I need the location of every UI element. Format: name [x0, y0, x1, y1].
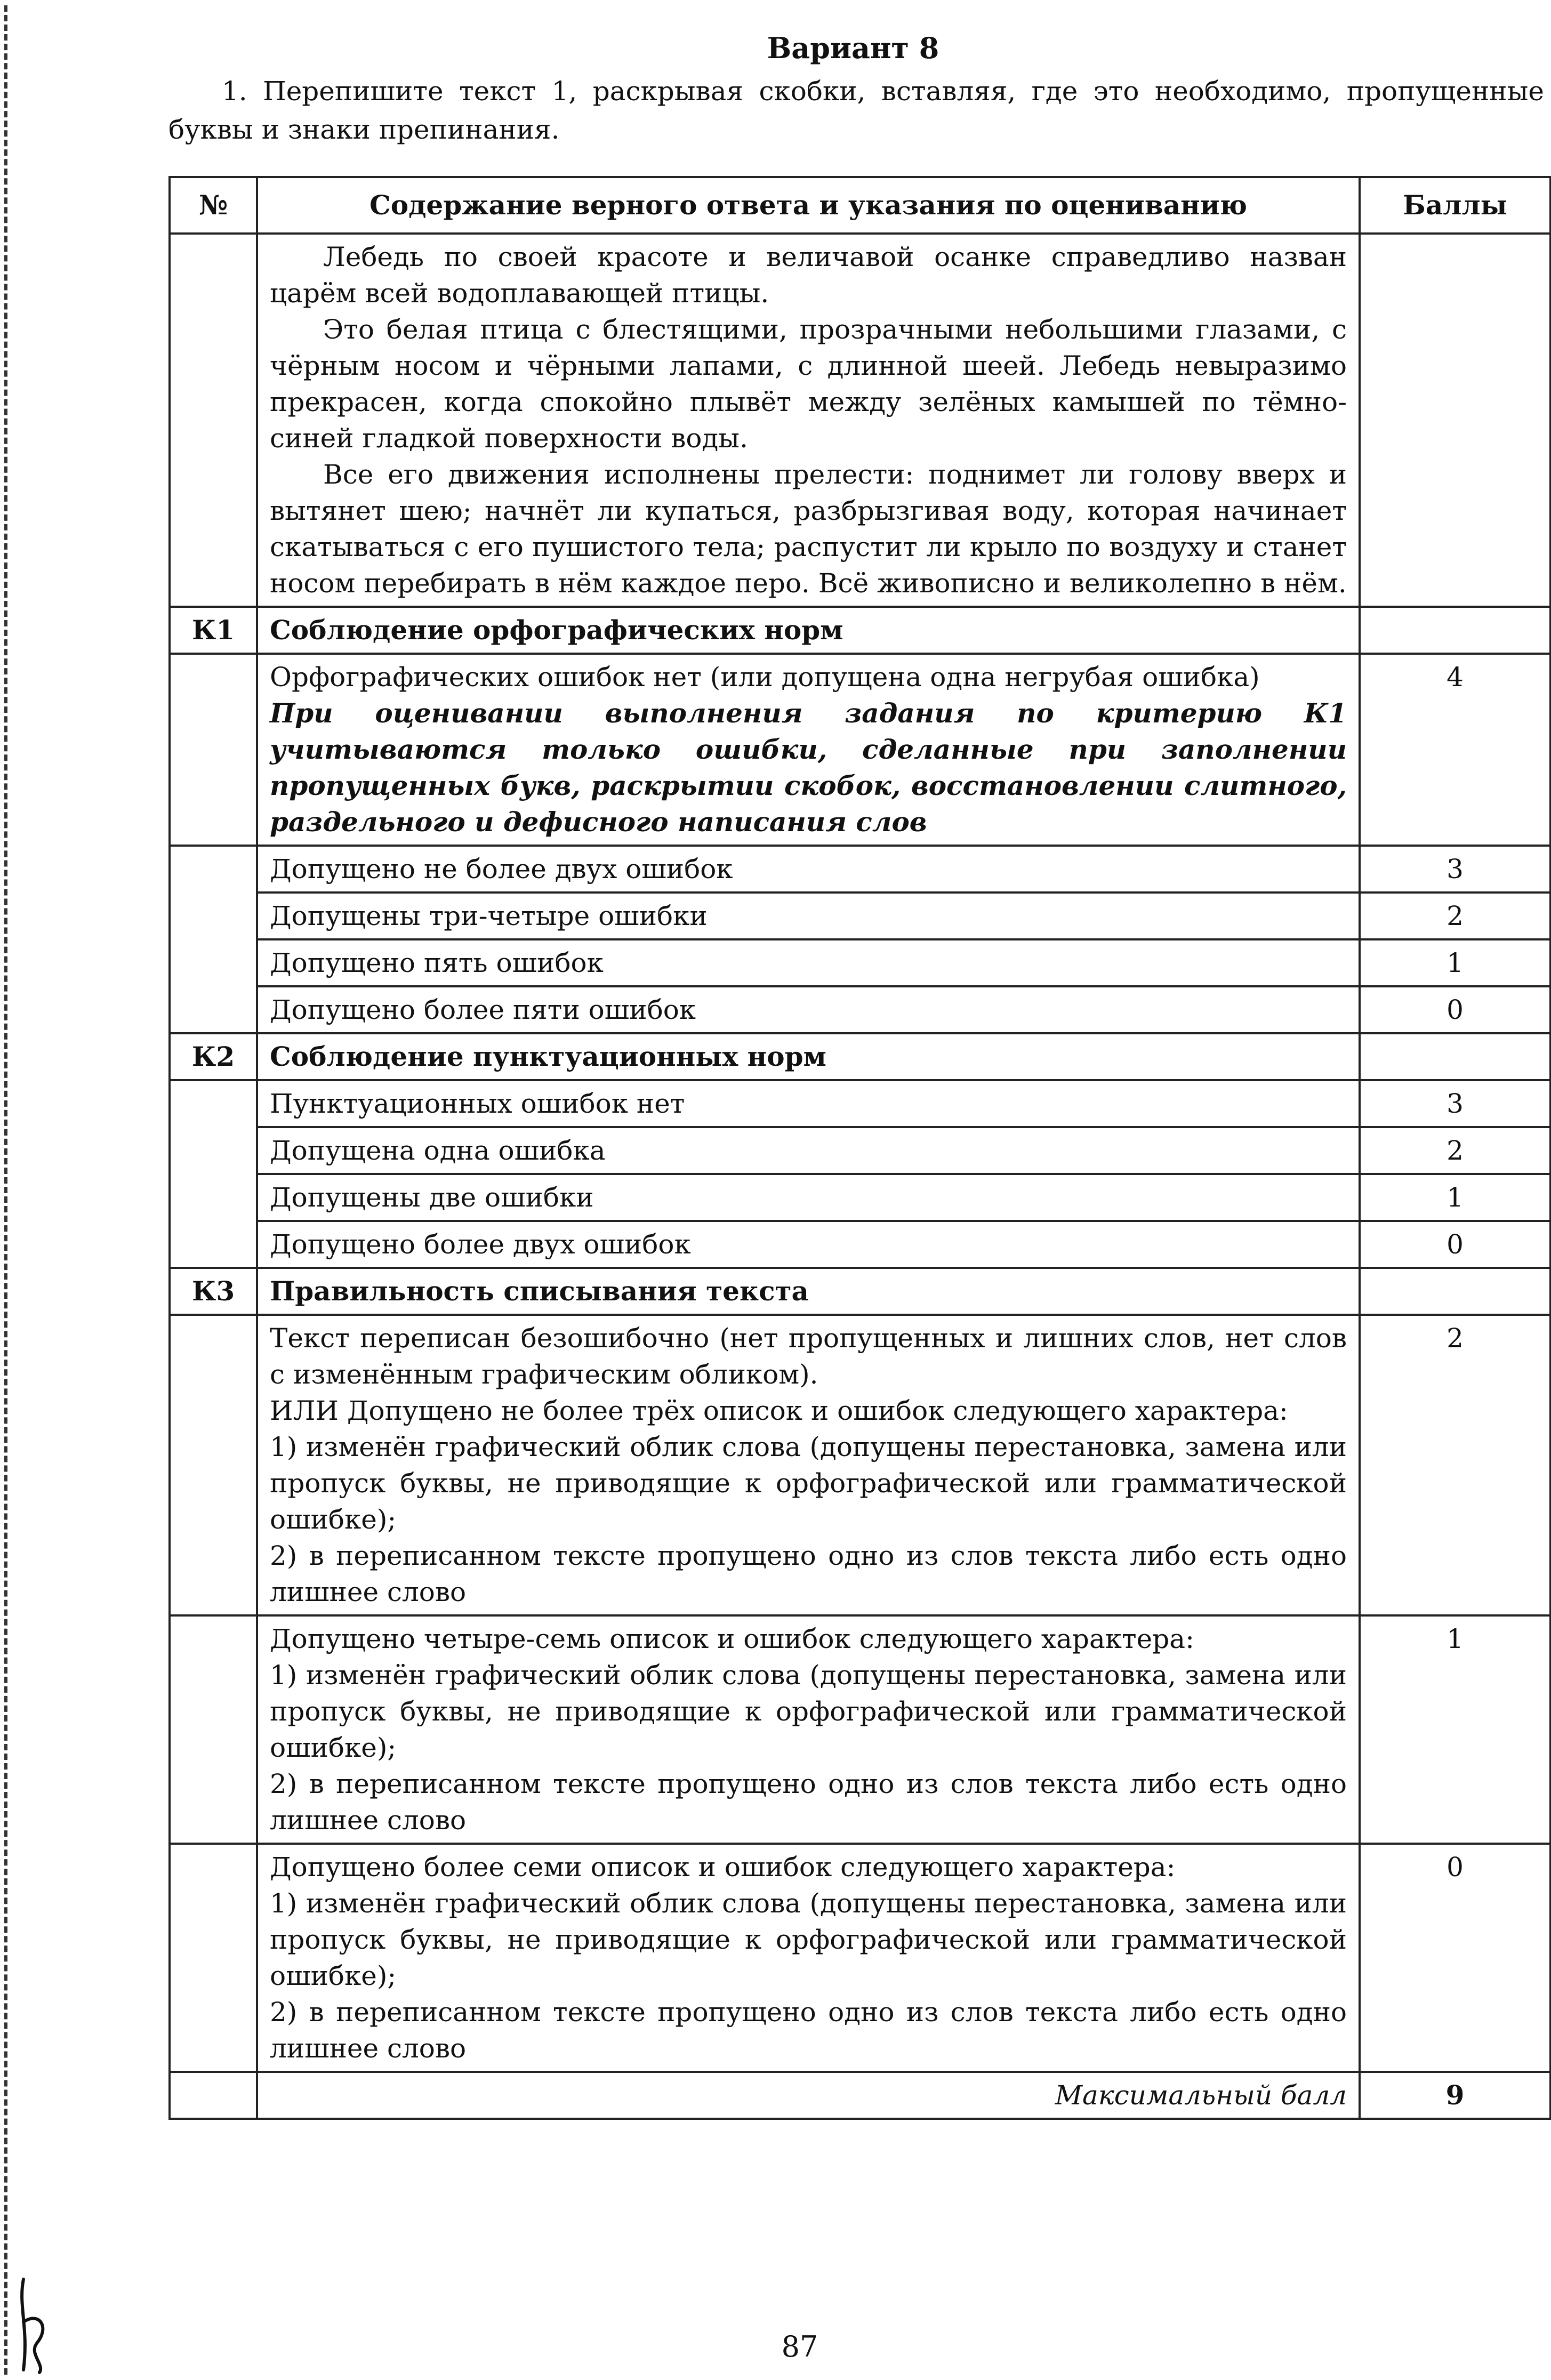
points-value: 4: [1360, 654, 1550, 846]
text-paragraph: Все его движения исполнены прелести: поднимет ли голову вверх и вытянет шею; начнёт ли купаться, разбрызгивая воду, которая начинает скатываться с его пушистого тела; распустит ли крыло по воздуху и станет носом перебирать в нём каждое перо. Всё живописно и великолепно в нём.: [270, 459, 1347, 599]
criterion-level-text: Допущена одна ошибка: [257, 1127, 1360, 1174]
text-paragraph: Это белая птица с блестящими, прозрачными небольшими глазами, с чёрным носом и чёрными лапами, с длинной шеей. Лебедь невыразимо прекрасен, когда спокойно плывёт между зелёных камышей по тёмно-синей гладкой поверхности воды.: [270, 314, 1347, 454]
max-score-row: [170, 2072, 1550, 2119]
page-title: Вариант 8: [767, 31, 939, 65]
criterion-title: Правильность списывания текста: [257, 1268, 1360, 1315]
criterion-level-text: Допущено пять ошибок: [257, 939, 1360, 986]
table-row: [170, 654, 1550, 846]
criterion-level-text: 1) изменён графический облик слова (допущены перестановка, замена или пропуск буквы, не приводящие к орфографической или грамматической ошибке);: [270, 1660, 1347, 1763]
criterion-title: Соблюдение орфографических норм: [257, 607, 1360, 654]
criterion-level-text: 2) в переписанном тексте пропущено одно из слов текста либо есть одно лишнее слово: [270, 1997, 1347, 2064]
task-statement: 1. Перепишите текст 1, раскрывая скобки, вставляя, где это необходимо, пропущенные буквы и знаки препинания.: [168, 76, 1544, 145]
table-row: [170, 939, 1550, 986]
criterion-level-text: Допущено четыре-семь описок и ошибок следующего характера:: [270, 1623, 1194, 1654]
criterion-level-text: Допущены три-четыре ошибки: [257, 892, 1360, 939]
points-value: 0: [1360, 1844, 1550, 2072]
criterion-level-text: ИЛИ Допущено не более трёх описок и ошибок следующего характера:: [270, 1395, 1288, 1426]
criterion-level-text: 1) изменён графический облик слова (допущены перестановка, замена или пропуск буквы, не приводящие к орфографической или грамматической ошибке);: [270, 1432, 1347, 1535]
table-row: [170, 986, 1550, 1033]
criterion-level-text: Допущены две ошибки: [257, 1174, 1360, 1221]
table-row: [170, 1221, 1550, 1268]
points-value: 1: [1360, 1174, 1550, 1221]
max-score-value: 9: [1360, 2072, 1550, 2119]
criterion-level-text: Пунктуационных ошибок нет: [257, 1080, 1360, 1127]
criterion-row-k1: [170, 607, 1550, 654]
criterion-level-text: Допущено более пяти ошибок: [257, 986, 1360, 1033]
header-content: Содержание верного ответа и указания по оцениванию: [257, 177, 1360, 234]
table-row: [170, 1174, 1550, 1221]
criterion-title: Соблюдение пунктуационных норм: [257, 1033, 1360, 1080]
page-number: 87: [781, 2330, 818, 2363]
criterion-note: При оценивании выполнения задания по критерию К1 учитываются только ошибки, сделанные при заполнении пропущенных букв, раскрытии скобок, восстановлении слитного, раздельного и дефисного написания слов: [270, 697, 1347, 838]
header-num: №: [170, 177, 257, 234]
table-row: [170, 846, 1550, 892]
points-value: 3: [1360, 1080, 1550, 1127]
points-value: 3: [1360, 846, 1550, 892]
reference-text: [257, 234, 1360, 607]
criterion-level-text: Текст переписан безошибочно (нет пропущенных и лишних слов, нет слов с изменённым графическим обликом).: [270, 1323, 1347, 1390]
points-value: 1: [1360, 939, 1550, 986]
table-row: [170, 892, 1550, 939]
reference-text-row: [170, 234, 1550, 607]
criterion-level-text: Допущено не более двух ошибок: [257, 846, 1360, 892]
points-value: 2: [1360, 892, 1550, 939]
table-row: [170, 1844, 1550, 2072]
criterion-code: К3: [170, 1268, 257, 1315]
points-value: 2: [1360, 1315, 1550, 1615]
criterion-level-text: 1) изменён графический облик слова (допущены перестановка, замена или пропуск буквы, не приводящие к орфографической или грамматической ошибке);: [270, 1888, 1347, 1991]
criterion-level-text: Допущено более семи описок и ошибок следующего характера:: [270, 1852, 1176, 1883]
handwritten-mark-icon: [7, 2274, 55, 2375]
points-value: 1: [1360, 1615, 1550, 1844]
criterion-row-k3: [170, 1268, 1550, 1315]
cut-line: [4, 5, 7, 2375]
criterion-level-text: 2) в переписанном тексте пропущено одно из слов текста либо есть одно лишнее слово: [270, 1768, 1347, 1836]
table-row: [170, 1127, 1550, 1174]
criterion-code: К1: [170, 607, 257, 654]
table-row: [170, 1315, 1550, 1615]
table-row: [170, 1615, 1550, 1844]
points-value: 2: [1360, 1127, 1550, 1174]
grading-table: [168, 176, 1551, 2120]
points-value: 0: [1360, 1221, 1550, 1268]
text-paragraph: Лебедь по своей красоте и величавой осанке справедливо назван царём всей водоплавающей птицы.: [270, 242, 1347, 309]
criterion-level-text: Допущено более двух ошибок: [257, 1221, 1360, 1268]
criterion-level-text: Орфографических ошибок нет (или допущена одна негрубая ошибка): [270, 662, 1260, 693]
max-score-label: Максимальный балл: [257, 2072, 1360, 2119]
points-value: 0: [1360, 986, 1550, 1033]
table-header-row: [170, 177, 1550, 234]
criterion-level-text: 2) в переписанном тексте пропущено одно из слов текста либо есть одно лишнее слово: [270, 1540, 1347, 1607]
criterion-code: К2: [170, 1033, 257, 1080]
criterion-row-k2: [170, 1033, 1550, 1080]
header-points: Баллы: [1360, 177, 1550, 234]
table-row: [170, 1080, 1550, 1127]
